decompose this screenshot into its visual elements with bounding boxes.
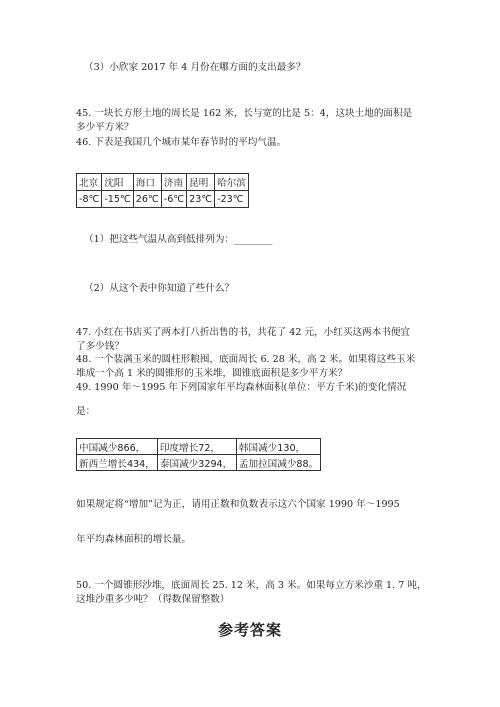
question-46-intro: 46. 下表是我国几个城市某年春节时的平均气温。 [76, 137, 287, 148]
question-46-sub2: （2）从这个表中你知道了些什么？ [84, 283, 235, 294]
temp-cell: 26℃ [133, 191, 161, 208]
question-49-line1: 49. 1990 年～1995 年下列国家年平均森林面积(单位：平方千米)的变化情况 [76, 382, 407, 393]
question-48-line2: 堆成一个高 1 米的圆锥形的玉米堆，圆锥底面积是多少平方米？ [76, 368, 348, 379]
city-cell: 北京 [77, 174, 102, 191]
forest-cell: 韩国减少130， [236, 439, 320, 455]
forest-cell: 孟加拉国减少88。 [236, 455, 320, 471]
city-temperature-table [76, 173, 249, 208]
question-48-line1: 48. 一个装满玉米的圆柱形粮囤，底面周长 6. 28 米，高 2 米。如果将这些玉米 [76, 354, 416, 365]
question-50-line1: 50. 一个圆锥形沙堆，底面周长 25. 12 米，高 3 米。如果每立方米沙重 1. 7 吨， [76, 580, 427, 591]
question-47-line1: 47. 小红在书店买了两本打八折出售的书，共花了 42 元，小红买这两本书便宜 [76, 327, 411, 338]
city-cell: 昆明 [187, 174, 215, 191]
temp-cell: -23℃ [215, 191, 249, 208]
city-cell: 哈尔滨 [215, 174, 249, 191]
question-49-line2: 是： [76, 406, 96, 417]
forest-area-table [76, 438, 321, 471]
forest-cell: 中国减少866， [77, 439, 158, 455]
forest-cell: 新西兰增长434， [77, 455, 158, 471]
city-cell: 海口 [133, 174, 161, 191]
table-row [77, 439, 321, 455]
temp-cell: -8℃ [77, 191, 102, 208]
answer-section-title: 参考答案 [217, 621, 282, 639]
question-45-line2: 多少平方米？ [76, 122, 134, 133]
question-49-para1: 如果规定将“增加”记为正，请用正数和负数表示这六个国家 1990 年～1995 [76, 499, 400, 510]
city-cell: 济南 [161, 174, 186, 191]
question-50-line2: 这堆沙重多少吨？（得数保留整数） [76, 594, 230, 605]
forest-cell: 印度增长72， [157, 439, 236, 455]
table-row [77, 174, 249, 191]
question-prev-sub3: （3）小欣家 2017 年 4 月份在哪方面的支出最多？ [84, 62, 306, 73]
question-47-line2: 了多少钱？ [76, 341, 124, 352]
temp-cell: -6℃ [161, 191, 186, 208]
question-46-sub1: （1）把这些气温从高到低排列为：________ [84, 234, 273, 245]
question-45-line1: 45. 一块长方形土地的周长是 162 米，长与宽的比是 5：4，这块土地的面积是 [76, 108, 413, 119]
table-row [77, 191, 249, 208]
temp-cell: -15℃ [102, 191, 133, 208]
question-49-para2: 年平均森林面积的增长量。 [76, 534, 192, 545]
table-row [77, 455, 321, 471]
city-cell: 沈阳 [102, 174, 133, 191]
forest-cell: 泰国减少3294， [157, 455, 236, 471]
temp-cell: 23℃ [187, 191, 215, 208]
